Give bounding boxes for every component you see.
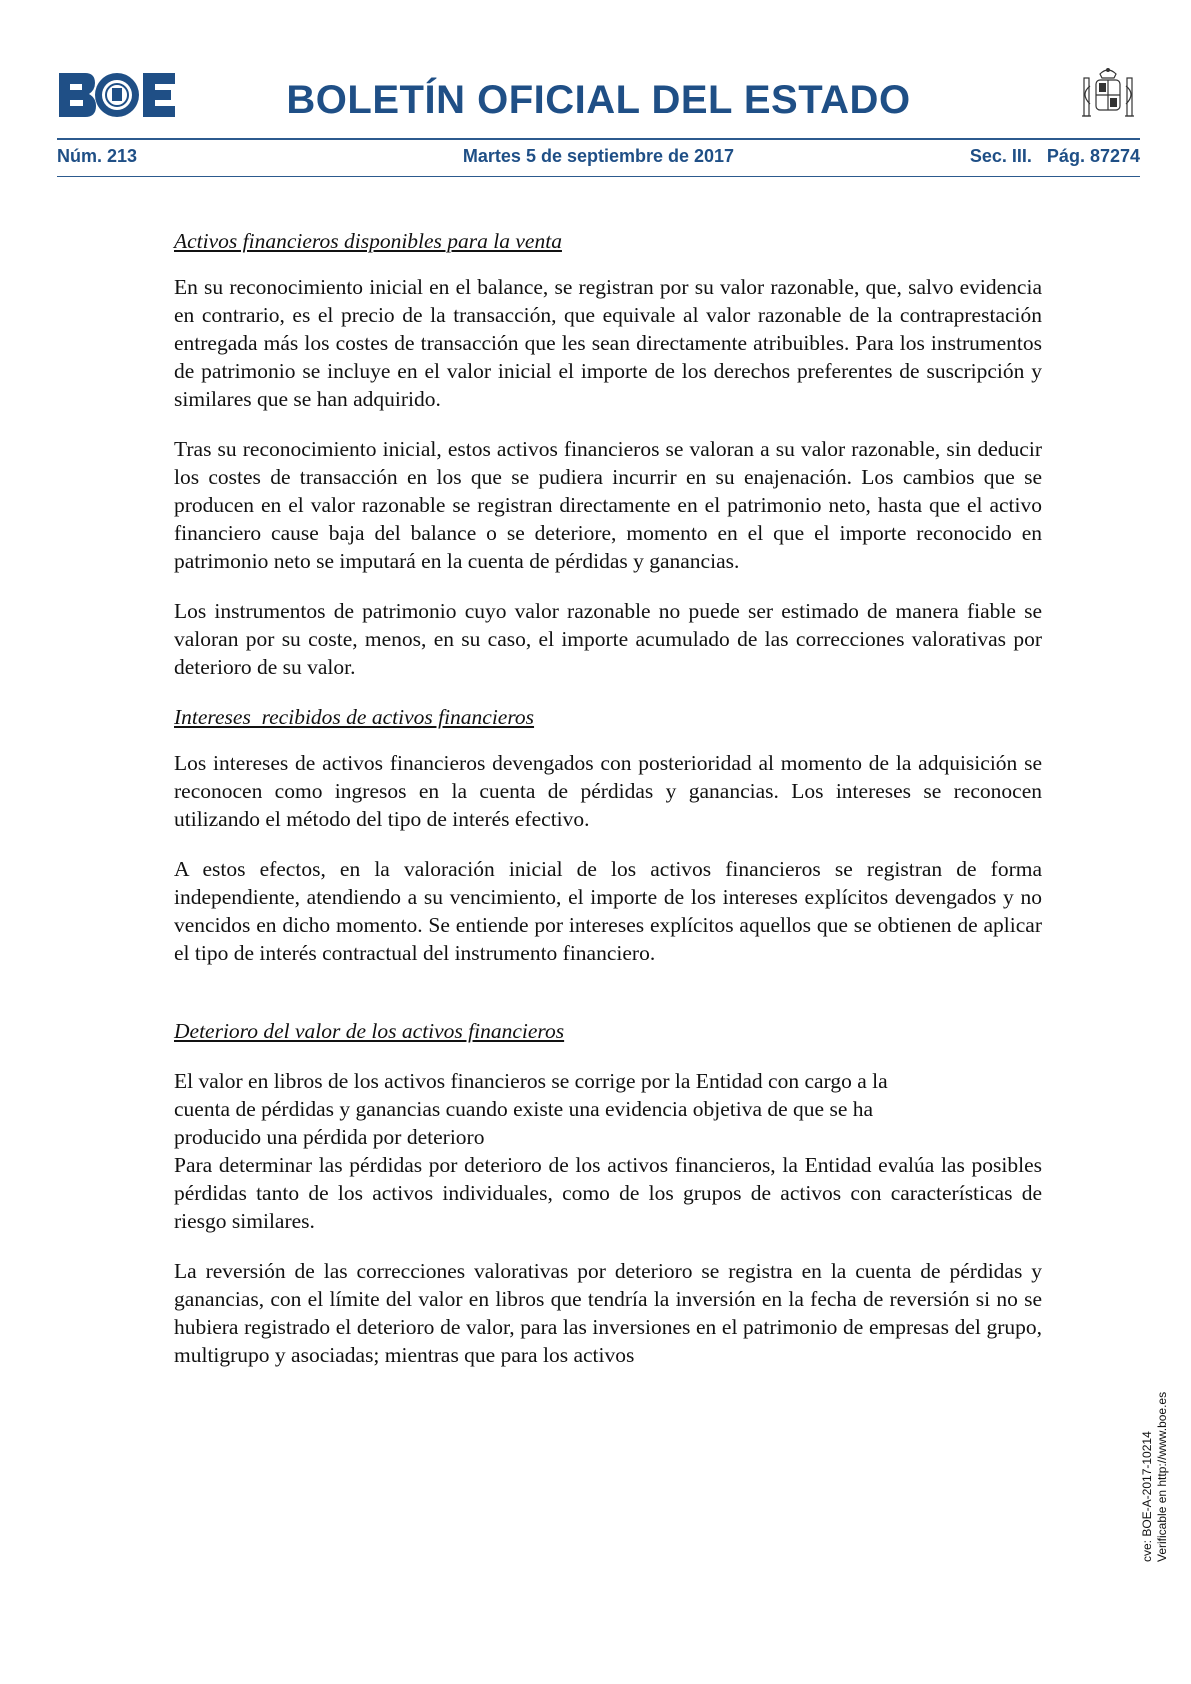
section-page: Sec. III. Pág. 87274 <box>969 146 1140 166</box>
cve-code: cve: BOE-A-2017-10214 <box>1140 1431 1154 1562</box>
paragraph <box>174 1067 1042 1151</box>
paragraph: Los intereses de activos financieros devengados con posterioridad al momento de la adquisición se reconocen como ingresos en la cuenta de pérdidas y ganancias. Los intereses se reconocen utilizando el método del tipo de interés efectivo. <box>174 751 1042 831</box>
paragraph: La reversión de las correcciones valorativas por deterioro se registra en la cuenta de pérdidas y ganancias, con el límite del valor en libros que tendría la inversión en la fecha de reversión si no se hubiera registrado el deterioro de valor, para las inversiones en el patrimonio de empresas del grupo, multigrupo y asociadas; mientras que para los activos <box>174 1259 1042 1367</box>
page-header <box>57 64 1140 184</box>
header-rule-bottom <box>57 176 1140 177</box>
paragraph: Tras su reconocimiento inicial, estos activos financieros se valoran a su valor razonable, sin deducir los costes de transacción en los que se pudiera incurrir en su enajenación. Los cambios que se producen en el valor razonable se registran directamente en el patrimonio neto, hasta que el activo financiero cause baja del balance o se deteriore, momento en el que el importe reconocido en patrimonio neto se imputará en la cuenta de pérdidas y ganancias. <box>174 437 1042 573</box>
section-heading: Activos financieros disponibles para la venta <box>174 229 562 253</box>
paragraph-line: El valor en libros de los activos financieros se corrige por la Entidad con cargo a la <box>174 1069 888 1093</box>
issue-number: Núm. 213 <box>57 146 138 166</box>
paragraph-line: cuenta de pérdidas y ganancias cuando existe una evidencia objetiva de que se ha <box>174 1097 874 1121</box>
paragraph: Los instrumentos de patrimonio cuyo valor razonable no puede ser estimado de manera fiable se valoran por su coste, menos, en su caso, el importe acumulado de las correcciones valorativas por deterioro de su valor. <box>174 599 1042 679</box>
section-heading: Deterioro del valor de los activos financieros <box>174 1019 565 1043</box>
verification-note <box>1140 1392 1170 1562</box>
document-body <box>174 227 1042 1391</box>
section-heading: Intereses recibidos de activos financieros <box>174 705 535 729</box>
verification-link: Verificable en http://www.boe.es <box>1155 1391 1169 1562</box>
issue-date: Martes 5 de septiembre de 2017 <box>462 146 735 166</box>
paragraph: Para determinar las pérdidas por deterioro de los activos financieros, la Entidad evalúa las posibles pérdidas tanto de los activos individuales, como de los grupos de activos con características de riesgo similares. <box>174 1153 1042 1233</box>
issue-meta <box>57 146 1140 172</box>
paragraph: En su reconocimiento inicial en el balance, se registran por su valor razonable, que, salvo evidencia en contrario, es el precio de la transacción, que equivale al valor razonable de la contraprestación entregada más los costes de transacción que les sean directamente atribuibles. Para los instrumentos de patrimonio se incluye en el valor inicial el importe de los derechos preferentes de suscripción y similares que se han adquirido. <box>174 275 1042 411</box>
masthead-title: BOLETÍN OFICIAL DEL ESTADO <box>286 78 911 122</box>
paragraph-line: producido una pérdida por deterioro <box>174 1125 485 1149</box>
coat-of-arms-icon <box>1076 64 1140 128</box>
header-rule-top <box>57 138 1140 140</box>
paragraph: A estos efectos, en la valoración inicial de los activos financieros se registran de forma independiente, atendiendo a su vencimiento, el importe de los intereses explícitos devengados y no vencidos en dicho momento. Se entiende por intereses explícitos aquellos que se obtienen de aplicar el tipo de interés contractual del instrumento financiero. <box>174 857 1042 965</box>
